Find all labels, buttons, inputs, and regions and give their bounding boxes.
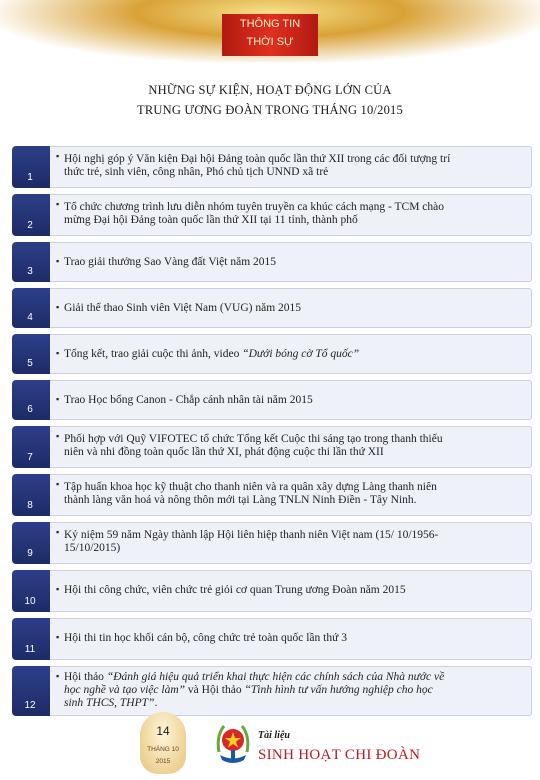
- item-text: [64, 153, 519, 179]
- item-text-line3: [64, 697, 519, 710]
- page-number-badge: [140, 712, 186, 774]
- item-number: 3: [27, 266, 33, 277]
- item-number-box: [12, 570, 50, 612]
- item-number-box: [12, 242, 50, 282]
- item-number: 1: [27, 172, 33, 183]
- list-item: [12, 288, 532, 328]
- item-box: [50, 474, 532, 516]
- page-number: 14: [156, 724, 170, 738]
- item-text: [64, 201, 519, 227]
- item-box: [50, 288, 532, 328]
- bullet-icon: ▪: [56, 479, 60, 489]
- item-number-box: [12, 146, 50, 188]
- list-item: [12, 242, 532, 282]
- item-number: 8: [27, 500, 33, 511]
- item-text: Giải thể thao Sinh viên Việt Nam (VUG) năm 2015: [64, 302, 302, 314]
- item-text-plain: Hội thảo: [64, 671, 107, 683]
- list-item: [12, 522, 532, 564]
- item-text: [64, 433, 519, 459]
- item-text: [64, 348, 519, 361]
- badge-year: 2015: [155, 758, 171, 765]
- item-box: [50, 194, 532, 236]
- list-item: [12, 426, 532, 468]
- section-tag-line1: THÔNG TIN: [239, 18, 301, 30]
- list-item: [12, 334, 532, 374]
- item-number: 12: [24, 700, 36, 711]
- item-number-box: [12, 194, 50, 236]
- item-text-italic: “Đánh giá hiệu quả triển khai thực hiện các chính sách của Nhà nước về: [106, 671, 445, 683]
- item-box: [50, 380, 532, 420]
- list-item: [12, 474, 532, 516]
- item-box: [50, 666, 532, 716]
- item-text-line2: thành làng văn hoá và nông thôn mới tại Làng TNLN Ninh Điền - Tây Ninh.: [64, 494, 417, 506]
- footer-label-big: SINH HOẠT CHI ĐOÀN: [258, 747, 421, 763]
- list-item: [12, 194, 532, 236]
- item-number-box: [12, 618, 50, 660]
- item-text-italic: “Tình hình tư vấn hướng nghiệp cho học: [244, 684, 433, 696]
- list-item: [12, 146, 532, 188]
- item-text-line1: Kỷ niệm 59 năm Ngày thành lập Hội liên hiệp thanh niên Việt nam (15/ 10/1956-: [64, 529, 439, 541]
- item-text-line1: Phối hợp với Quỹ VIFOTEC tổ chức Tổng kết Cuộc thi sáng tạo trong thanh thiếu: [64, 433, 443, 445]
- item-text-line1: Tập huấn khoa học kỹ thuật cho thanh niên và ra quân xây dựng Làng thanh niên: [64, 481, 437, 493]
- page-title: [0, 80, 540, 120]
- item-text: Trao Học bổng Canon - Chắp cánh nhân tài năm 2015: [64, 394, 313, 406]
- item-text: [64, 481, 519, 507]
- item-number-box: [12, 522, 50, 564]
- item-text: Hội thi công chức, viên chức trẻ giỏi cơ quan Trung ương Đoàn năm 2015: [64, 584, 406, 596]
- item-text-line1: Hội nghị góp ý Văn kiện Đại hội Đảng toàn quốc lần thứ XII trong các đối tượng trí: [64, 153, 451, 165]
- item-box: [50, 426, 532, 468]
- item-text: [64, 671, 519, 710]
- bullet-icon: ▪: [56, 584, 60, 594]
- item-number: 6: [27, 404, 33, 415]
- item-text-line2: [64, 684, 519, 697]
- item-number: 11: [24, 644, 36, 655]
- bullet-icon: ▪: [56, 394, 60, 404]
- bullet-icon: ▪: [56, 527, 60, 537]
- item-number-box: [12, 334, 50, 374]
- bullet-icon: ▪: [56, 348, 60, 358]
- item-box: [50, 242, 532, 282]
- item-number: 4: [27, 312, 33, 323]
- item-number-box: [12, 380, 50, 420]
- item-text-plain: Tổng kết, trao giải cuộc thi ảnh, video: [64, 348, 243, 360]
- list-item: [12, 380, 532, 420]
- item-box: [50, 618, 532, 660]
- item-box: [50, 570, 532, 612]
- bullet-icon: ▪: [56, 199, 60, 209]
- list-item: [12, 570, 532, 612]
- section-tag-line2: THỜI SỰ: [246, 36, 294, 48]
- bullet-icon: ▪: [56, 256, 60, 266]
- page-title-line1: NHỮNG SỰ KIỆN, HOẠT ĐỘNG LỚN CỦA: [148, 83, 392, 97]
- item-number-box: [12, 666, 50, 716]
- header-banner: [0, 0, 540, 62]
- section-tag: [222, 14, 318, 56]
- item-number-box: [12, 474, 50, 516]
- item-number-box: [12, 426, 50, 468]
- item-number: 7: [27, 452, 33, 463]
- item-box: [50, 522, 532, 564]
- item-text-plain: .: [154, 697, 158, 709]
- item-text-italic: “Dưới bóng cờ Tổ quốc”: [242, 348, 360, 360]
- item-text-line2: mừng Đại hội Đảng toàn quốc lần thứ XII tại 11 tỉnh, thành phố: [64, 214, 358, 226]
- bullet-icon: ▪: [56, 671, 60, 681]
- page-title-line2: TRUNG ƯƠNG ĐOÀN TRONG THÁNG 10/2015: [137, 103, 403, 117]
- item-text-line1: Tổ chức chương trình lưu diễn nhóm tuyên truyền ca khúc cách mạng - TCM chào: [64, 201, 445, 213]
- bullet-icon: ▪: [56, 151, 60, 161]
- item-text-line2: niên và nhi đồng toàn quốc lần thứ XI, phát động cuộc thi lần thứ XII: [64, 446, 384, 458]
- bullet-icon: ▪: [56, 302, 60, 312]
- item-text: Hội thi tin học khối cán bộ, công chức trẻ toàn quốc lần thứ 3: [64, 632, 347, 644]
- item-number: 9: [27, 548, 33, 559]
- item-box: [50, 334, 532, 374]
- item-number: 2: [27, 220, 33, 231]
- item-text: [64, 529, 519, 555]
- item-number: 10: [24, 596, 36, 607]
- item-text-italic: học nghề và tạo việc làm”: [64, 684, 186, 696]
- item-text: Trao giải thưởng Sao Vàng đất Việt năm 2015: [64, 256, 277, 268]
- item-text-plain: và Hội thảo: [185, 684, 245, 696]
- list-item: [12, 618, 532, 660]
- list-item: [12, 666, 532, 716]
- youth-union-logo-icon: [214, 722, 252, 770]
- item-number-box: [12, 288, 50, 328]
- item-box: [50, 146, 532, 188]
- item-number: 5: [27, 358, 33, 369]
- item-text-italic: sinh THCS, THPT”: [64, 697, 155, 709]
- item-text-line2: thức trẻ, sinh viên, công nhân, Phó chủ tịch UNND xã trẻ: [64, 166, 329, 178]
- bullet-icon: ▪: [56, 632, 60, 642]
- item-text-line1: [64, 671, 519, 684]
- footer-label-small: Tài liệu: [258, 730, 290, 741]
- item-text-line2: 15/10/2015): [64, 542, 121, 554]
- badge-month: THÁNG 10: [147, 746, 179, 753]
- bullet-icon: ▪: [56, 431, 60, 441]
